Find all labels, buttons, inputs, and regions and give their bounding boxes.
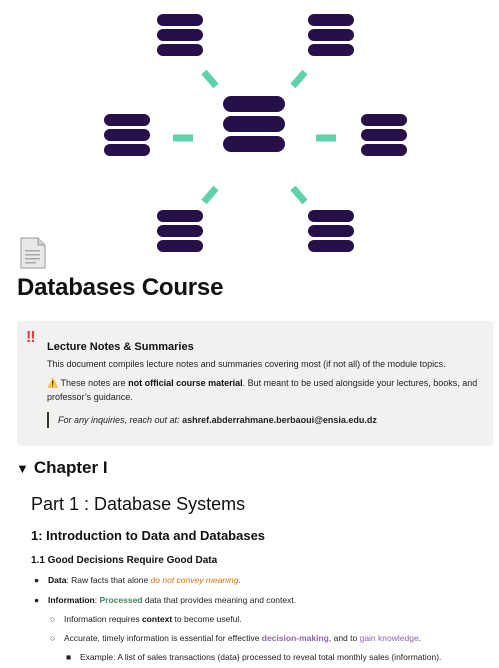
db-node-center-icon — [223, 96, 285, 152]
list-item-information — [34, 595, 296, 605]
callout-quote — [47, 412, 377, 428]
quote-text: For any inquiries, reach out at: — [58, 415, 183, 425]
db-node-bottom-right-icon — [308, 210, 354, 252]
context-text: Information requires — [64, 614, 142, 624]
part-heading: Part 1 : Database Systems — [31, 494, 246, 514]
accurate-highlight-2: gain knowledge — [359, 633, 419, 643]
term-data: Data — [48, 575, 67, 585]
info-text: data that provides meaning and context. — [142, 595, 297, 605]
bullet-disc-icon: ● — [34, 575, 40, 585]
db-node-bottom-left-icon — [157, 210, 203, 252]
bullet-disc-icon: ● — [34, 595, 40, 605]
db-node-top-right-icon — [308, 14, 354, 56]
context-text-end: to become useful. — [172, 614, 242, 624]
warning-text: These notes are — [58, 378, 129, 388]
warning-strong: not official course material — [128, 378, 243, 388]
toggle-arrow-icon[interactable]: ▼ — [16, 461, 29, 476]
double-exclamation-icon[interactable]: !! — [26, 329, 35, 346]
list-item-example — [66, 652, 441, 662]
warning-icon: ⚠️ — [47, 378, 59, 388]
accurate-mid: , and to — [328, 633, 360, 643]
data-text: : Raw facts that alone — [66, 575, 151, 585]
accurate-highlight: decision-making — [261, 633, 329, 643]
callout-block — [17, 321, 493, 446]
list-item-data — [34, 575, 241, 585]
callout-warning — [47, 376, 487, 404]
toggle-chapter-1[interactable] — [16, 458, 108, 478]
warning-text-end: . But meant to be used alongside your lectures, books, and professor’s guidance. — [47, 378, 478, 402]
section-heading: 1: Introduction to Data and Databases — [31, 528, 266, 543]
list-item-accurate — [50, 633, 421, 643]
page-document-icon[interactable] — [18, 236, 48, 270]
db-node-top-left-icon — [157, 14, 203, 56]
db-node-left-icon — [104, 114, 150, 156]
info-highlight: Processed — [99, 595, 143, 605]
quote-email[interactable]: ashref.abderrahmane.berbaoui@ensia.edu.dz — [182, 415, 377, 425]
callout-title: Lecture Notes & Summaries — [47, 341, 194, 353]
info-sep: : — [94, 595, 100, 605]
list-item-context — [50, 614, 242, 624]
subsection-heading: 1.1 Good Decisions Require Good Data — [31, 555, 218, 566]
db-node-right-icon — [361, 114, 407, 156]
bullet-circle-icon: ○ — [50, 614, 56, 624]
callout-intro: This document compiles lecture notes and summaries covering most (if not all) of the module topics. — [47, 359, 446, 369]
accurate-end: . — [418, 633, 422, 643]
accurate-text: Accurate, timely information is essential for effective — [64, 633, 262, 643]
context-strong: context — [141, 614, 173, 624]
page-title: Databases Course — [17, 274, 224, 301]
bullet-circle-icon: ○ — [50, 633, 56, 643]
toggle-label: Chapter I — [33, 458, 108, 477]
example-text: Example: A list of sales transactions (data) processed to reveal total monthly sales (information). — [80, 652, 442, 662]
data-end: . — [238, 575, 241, 585]
cover-image — [0, 0, 499, 258]
bullet-square-icon: ■ — [66, 652, 72, 662]
data-highlight: do not convey meaning — [150, 575, 239, 585]
term-information: Information — [48, 595, 95, 605]
